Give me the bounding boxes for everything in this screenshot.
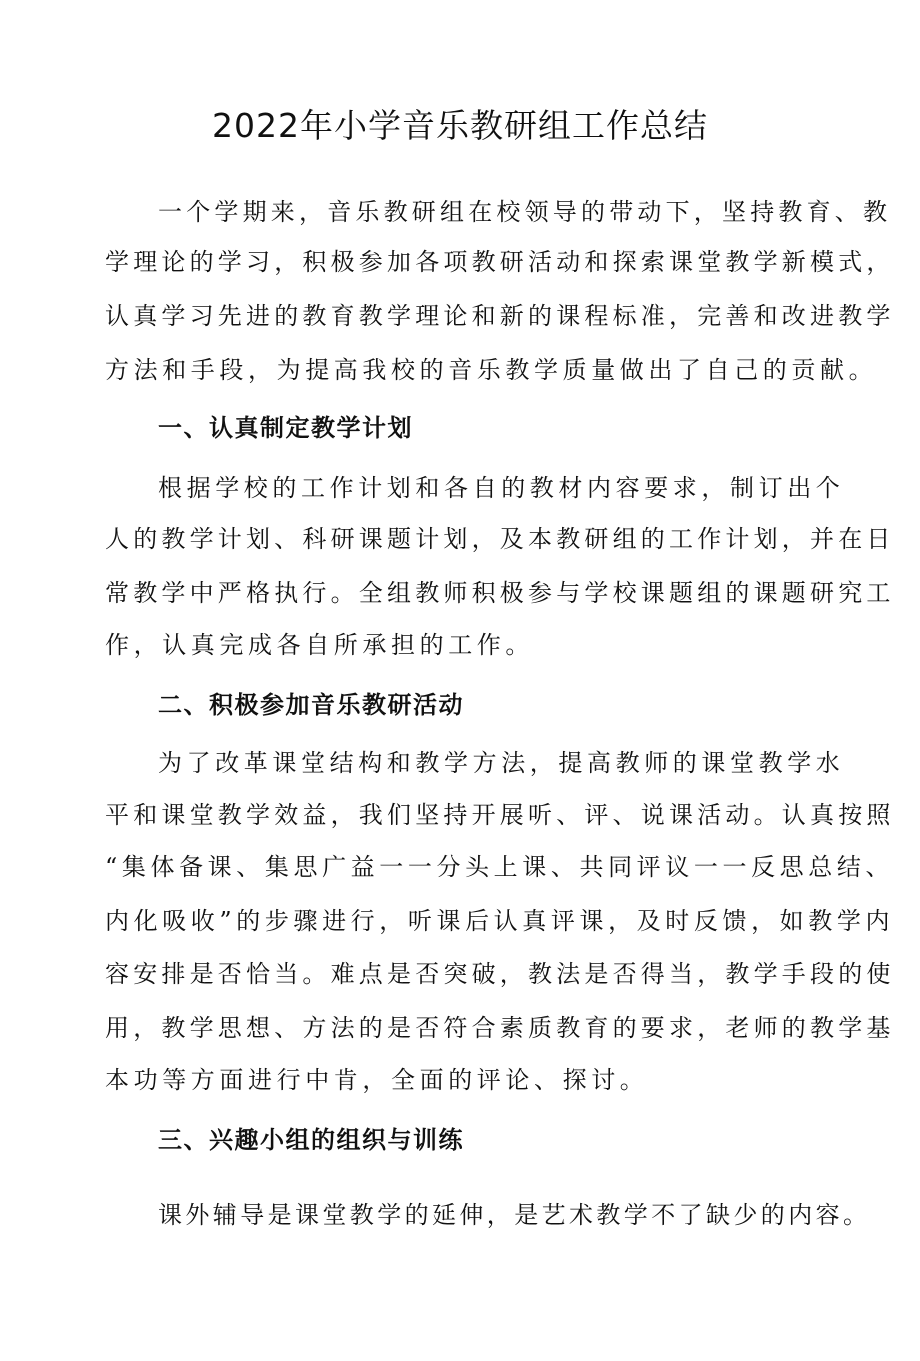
intro-line: 认真学习先进的教育教学理论和新的课程标准，完善和改进教学 xyxy=(105,302,895,330)
section-line: 用，教学思想、方法的是否符合素质教育的要求，老师的教学基 xyxy=(105,1014,895,1042)
section-line: 根据学校的工作计划和各自的教材内容要求，制订出个 xyxy=(158,474,845,502)
section-line: 为了改革课堂结构和教学方法，提高教师的课堂教学水 xyxy=(158,749,845,777)
section-line: “集体备课、集思广益一一分头上课、共同评议一一反思总结、 xyxy=(105,853,895,881)
section-line: 课外辅导是课堂教学的延伸，是艺术教学不了缺少的内容。 xyxy=(158,1201,871,1229)
document-title: 2022年小学音乐教研组工作总结 xyxy=(212,106,708,145)
section-line: 常教学中严格执行。全组教师积极参与学校课题组的课题研究工 xyxy=(105,579,895,607)
intro-line: 一个学期来，音乐教研组在校领导的带动下，坚持教育、教 xyxy=(158,198,892,226)
section-line: 容安排是否恰当。难点是否突破，教法是否得当，教学手段的使 xyxy=(105,960,895,988)
intro-line: 学理论的学习，积极参加各项教研活动和探索课堂教学新模式， xyxy=(105,248,895,276)
section-line: 人的教学计划、科研课题计划，及本教研组的工作计划，并在日 xyxy=(105,525,895,553)
intro-line: 方法和手段，为提高我校的音乐教学质量做出了自己的贡献。 xyxy=(105,356,878,384)
section-heading: 一、认真制定教学计划 xyxy=(158,414,413,442)
section-line: 内化吸收”的步骤进行，听课后认真评课，及时反馈，如教学内 xyxy=(105,907,895,935)
section-line: 本功等方面进行中肯，全面的评论、探讨。 xyxy=(105,1066,649,1094)
section-heading: 三、兴趣小组的组织与训练 xyxy=(158,1126,464,1154)
section-heading: 二、积极参加音乐教研活动 xyxy=(158,691,464,719)
section-line: 平和课堂教学效益，我们坚持开展听、评、说课活动。认真按照 xyxy=(105,801,895,829)
section-line: 作，认真完成各自所承担的工作。 xyxy=(105,631,534,659)
